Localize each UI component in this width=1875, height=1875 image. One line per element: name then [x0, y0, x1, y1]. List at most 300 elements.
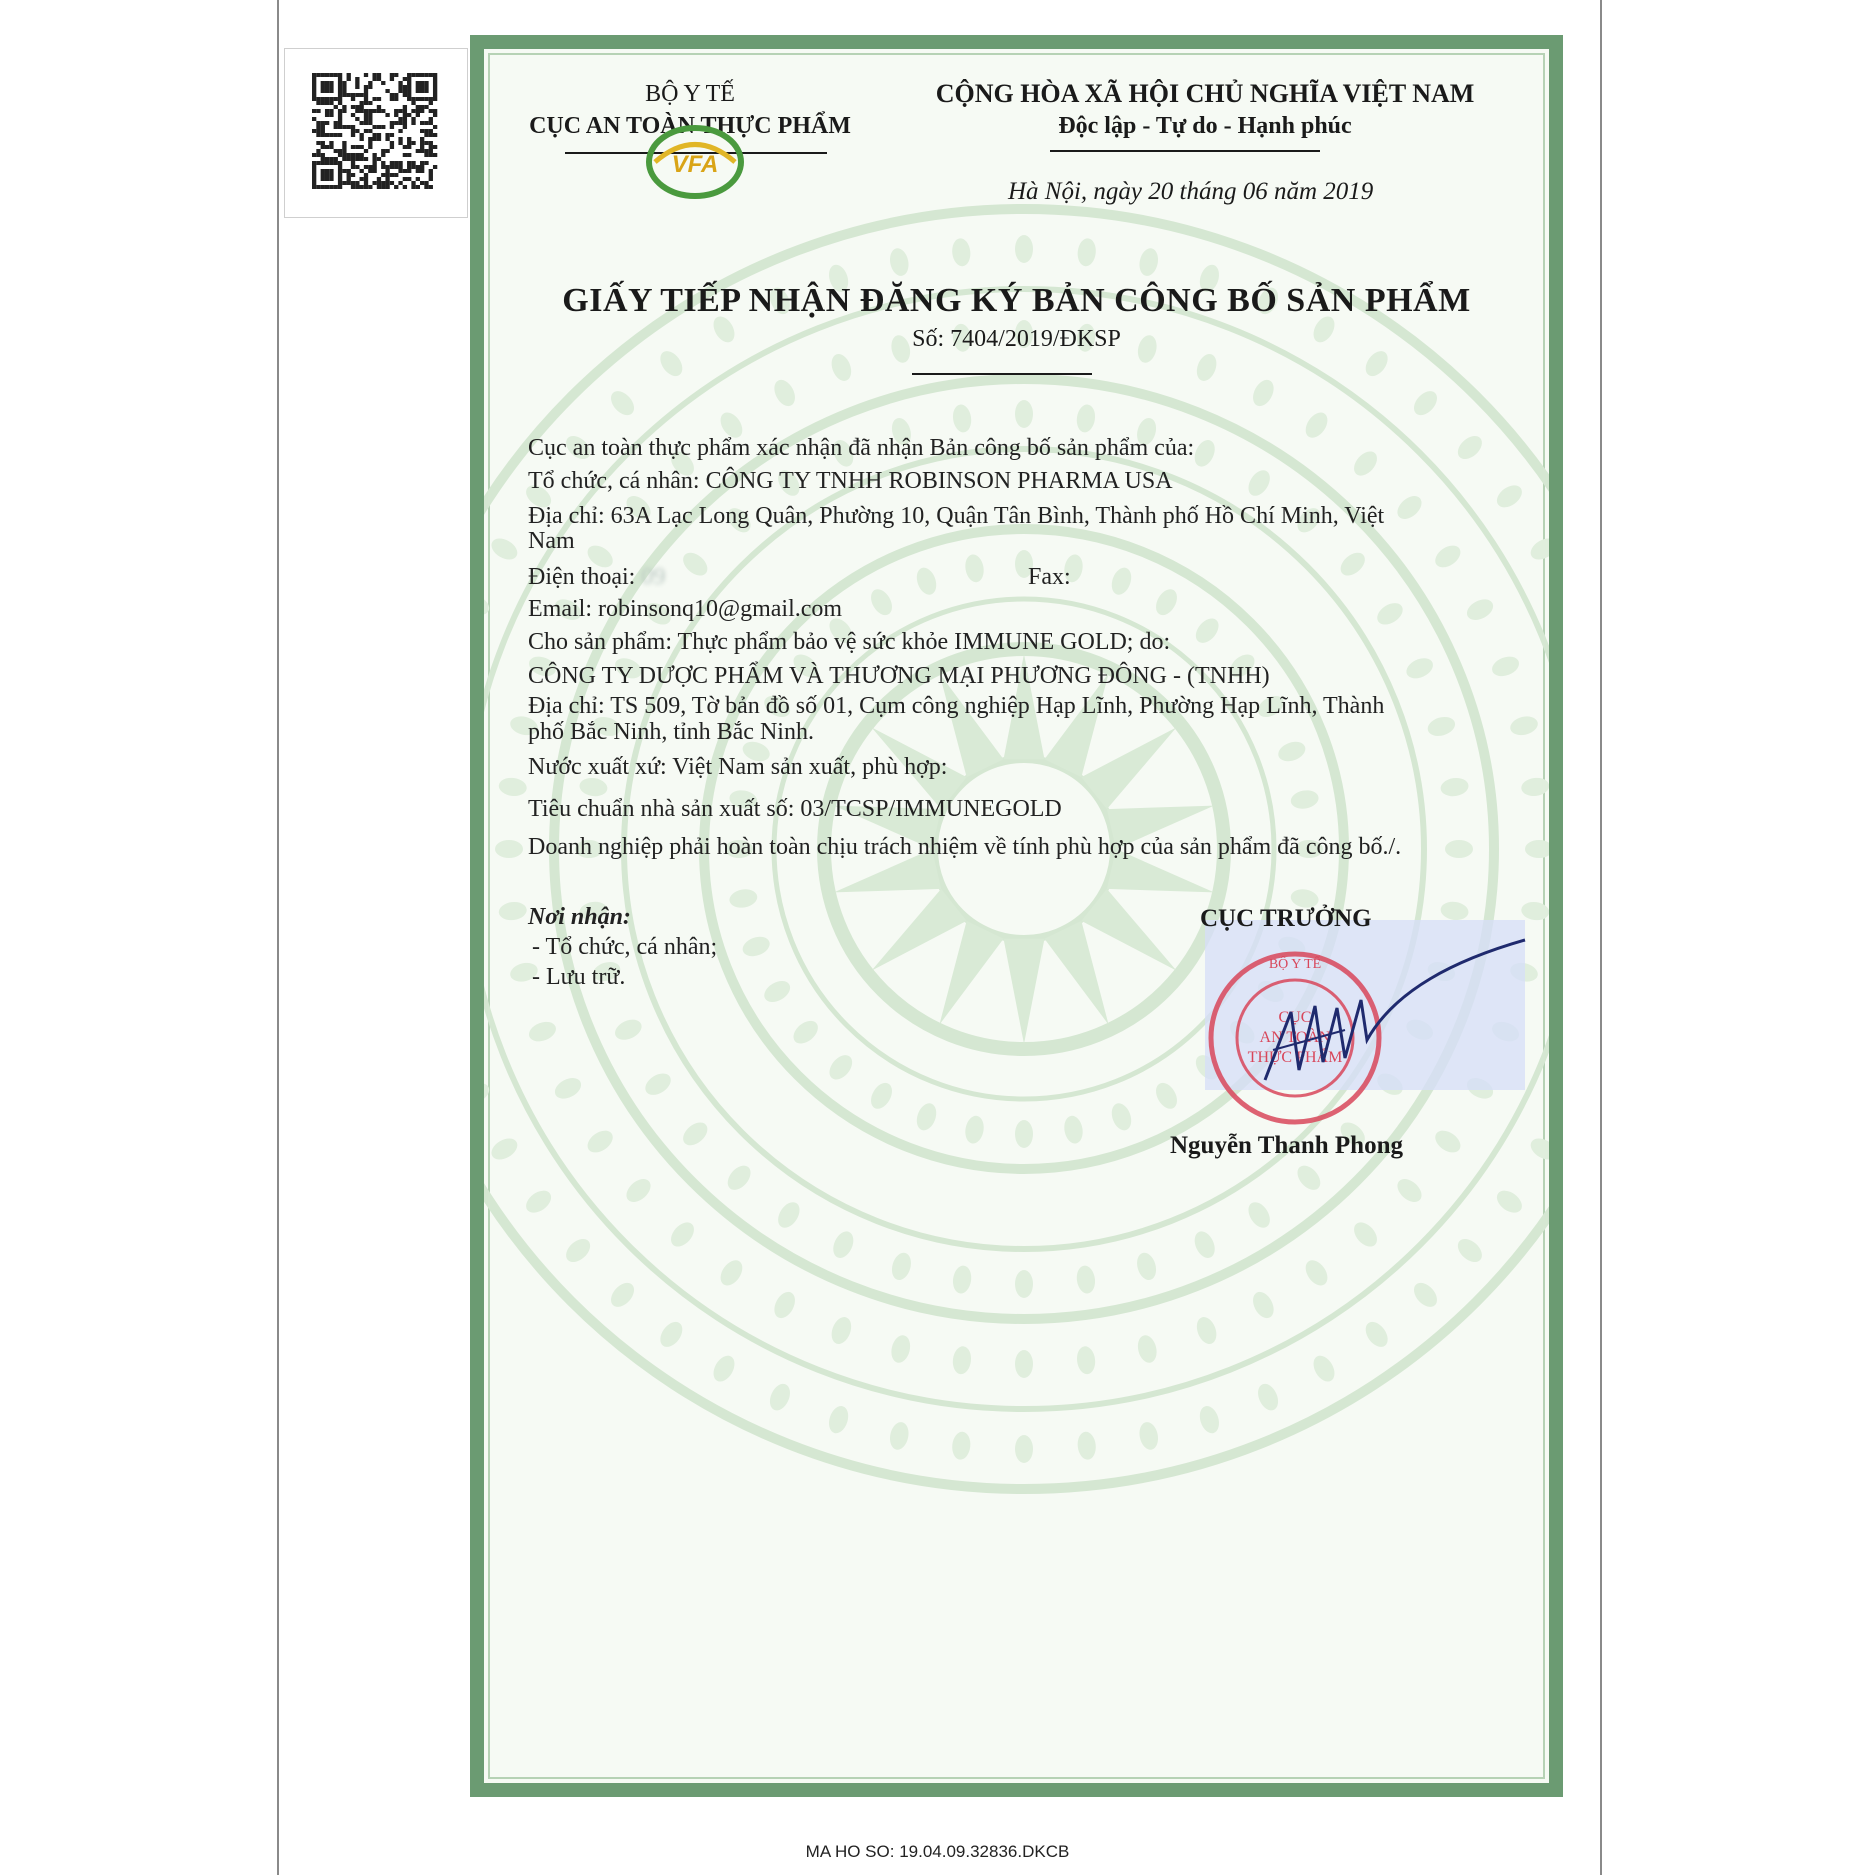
qr-module: [338, 81, 342, 85]
drum-figure: [1431, 541, 1464, 572]
qr-module: [338, 89, 342, 93]
qr-module: [329, 89, 333, 93]
drum-figure: [829, 1228, 857, 1261]
qr-module: [390, 73, 394, 77]
qr-module: [420, 137, 424, 141]
qr-module: [325, 185, 329, 189]
qr-module: [403, 105, 407, 109]
qr-module: [338, 133, 342, 137]
qr-module: [416, 165, 420, 169]
qr-module: [312, 177, 316, 181]
qr-module: [329, 81, 333, 85]
drum-figure: [495, 840, 523, 858]
qr-module: [377, 181, 381, 185]
qr-module: [360, 105, 364, 109]
qr-module: [342, 125, 346, 129]
qr-module: [390, 93, 394, 97]
date-line: Hà Nội, ngày 20 tháng 06 năm 2019: [1008, 178, 1374, 205]
qr-module: [368, 101, 372, 105]
qr-module: [368, 141, 372, 145]
qr-module: [325, 121, 329, 125]
qr-module: [411, 121, 415, 125]
drum-figure: [1015, 235, 1033, 263]
qr-module: [372, 133, 376, 137]
drum-figure: [488, 1134, 521, 1164]
drum-figure: [1015, 1435, 1033, 1463]
qr-module: [364, 177, 368, 181]
qr-module: [377, 133, 381, 137]
qr-module: [420, 89, 424, 93]
qr-module: [329, 85, 333, 89]
qr-module: [342, 85, 346, 89]
qr-module: [312, 165, 316, 169]
qr-module: [351, 181, 355, 185]
fax-label: Fax:: [1028, 564, 1071, 590]
drum-figure: [562, 1234, 595, 1266]
qr-module: [312, 81, 316, 85]
qr-module: [381, 81, 385, 85]
drum-figure: [498, 900, 528, 921]
drum-figure: [1349, 447, 1381, 480]
drum-figure: [728, 887, 759, 910]
qr-module: [316, 125, 320, 129]
drum-figure: [1403, 654, 1436, 682]
qr-module: [407, 169, 411, 173]
qr-module: [372, 137, 376, 141]
phone-line: [528, 564, 665, 590]
qr-module: [325, 157, 329, 161]
drum-figure: [770, 1288, 799, 1321]
qr-module: [312, 97, 316, 101]
qr-module: [316, 161, 320, 165]
qr-module: [394, 113, 398, 117]
drum-figure: [1373, 599, 1406, 629]
qr-module: [355, 77, 359, 81]
drum-figure: [1137, 247, 1160, 278]
qr-module: [390, 161, 394, 165]
qr-module: [316, 109, 320, 113]
qr-module: [424, 181, 428, 185]
drum-figure: [888, 1420, 911, 1451]
qr-module: [338, 149, 342, 153]
qr-module: [372, 125, 376, 129]
qr-module: [360, 153, 364, 157]
drum-figure: [1076, 237, 1097, 267]
qr-module: [351, 133, 355, 137]
drum-figure: [1076, 1431, 1097, 1461]
qr-module: [325, 161, 329, 165]
qr-module: [429, 97, 433, 101]
qr-module: [420, 141, 424, 145]
qr-module: [407, 161, 411, 165]
drum-figure: [951, 1345, 972, 1375]
qr-module: [316, 141, 320, 145]
qr-module: [407, 77, 411, 81]
qr-module: [411, 97, 415, 101]
qr-code-icon: [312, 73, 438, 191]
drum-figure: [1075, 403, 1097, 433]
qr-module: [321, 81, 325, 85]
qr-module: [420, 85, 424, 89]
qr-module: [364, 113, 368, 117]
qr-module: [407, 177, 411, 181]
recipients-label: Nơi nhận:: [528, 904, 631, 930]
qr-module: [420, 149, 424, 153]
qr-module: [381, 149, 385, 153]
qr-module: [329, 185, 333, 189]
qr-module: [381, 153, 385, 157]
drum-figure: [484, 591, 492, 619]
qr-module: [351, 165, 355, 169]
qr-module: [368, 85, 372, 89]
drum-figure: [498, 776, 528, 797]
qr-module: [381, 161, 385, 165]
qr-module: [316, 153, 320, 157]
product-line: Cho sản phẩm: Thực phẩm bảo vệ sức khỏe IMMUNE GOLD; do:: [528, 629, 1171, 655]
qr-module: [420, 181, 424, 185]
qr-module: [377, 177, 381, 181]
qr-module: [351, 105, 355, 109]
address-line-2b: phố Bắc Ninh, tỉnh Bắc Ninh.: [528, 719, 814, 745]
drum-figure: [622, 1174, 655, 1206]
qr-module: [351, 161, 355, 165]
qr-module: [334, 105, 338, 109]
qr-module: [420, 121, 424, 125]
drum-figure: [723, 1161, 755, 1194]
qr-module: [342, 105, 346, 109]
qr-module: [398, 81, 402, 85]
qr-module: [385, 185, 389, 189]
qr-module: [407, 73, 411, 77]
drum-figure: [606, 387, 638, 420]
seal-line: THỰC PHẨM: [1247, 1049, 1343, 1066]
qr-module: [364, 89, 368, 93]
qr-module: [394, 161, 398, 165]
qr-module: [385, 165, 389, 169]
drum-figure: [1015, 1120, 1033, 1148]
qr-module: [407, 113, 411, 117]
qr-module: [364, 117, 368, 121]
qr-module: [420, 145, 424, 149]
qr-module: [429, 133, 433, 137]
qr-module: [398, 137, 402, 141]
qr-module: [351, 93, 355, 97]
qr-module: [316, 129, 320, 133]
qr-module: [429, 169, 433, 173]
qr-module: [424, 141, 428, 145]
drum-figure: [1015, 400, 1033, 428]
qr-module: [338, 181, 342, 185]
manufacturer-line: CÔNG TY DƯỢC PHẨM VÀ THƯƠNG MẠI PHƯƠNG ĐÔNG - (TNHH): [528, 663, 1270, 689]
qr-module: [398, 129, 402, 133]
qr-module: [364, 109, 368, 113]
qr-module: [390, 97, 394, 101]
qr-module: [381, 165, 385, 169]
nation-name: CỘNG HÒA XÃ HỘI CHỦ NGHĨA VIỆT NAM: [935, 79, 1475, 108]
qr-module: [429, 185, 433, 189]
qr-module: [316, 73, 320, 77]
qr-module: [329, 97, 333, 101]
qr-module: [420, 165, 424, 169]
qr-module: [368, 109, 372, 113]
qr-module: [329, 133, 333, 137]
qr-module: [364, 101, 368, 105]
qr-module: [334, 157, 338, 161]
qr-module: [390, 141, 394, 145]
drum-figure: [1254, 1381, 1282, 1414]
qr-module: [385, 173, 389, 177]
qr-module: [424, 121, 428, 125]
qr-module: [364, 85, 368, 89]
qr-module: [342, 81, 346, 85]
address-line-1: Địa chỉ: 63A Lạc Long Quân, Phường 10, Quận Tân Bình, Thành phố Hồ Chí Minh, Việt: [528, 503, 1385, 529]
qr-module: [329, 161, 333, 165]
drum-figure: [913, 565, 939, 597]
drum-figure: [1489, 653, 1522, 680]
qr-module: [411, 161, 415, 165]
qr-module: [416, 149, 420, 153]
recipient-item: - Tổ chức, cá nhân;: [532, 934, 718, 960]
qr-module: [360, 121, 364, 125]
qr-module: [433, 73, 437, 77]
qr-module: [416, 177, 420, 181]
qr-module: [342, 149, 346, 153]
qr-module: [325, 85, 329, 89]
qr-module: [394, 93, 398, 97]
qr-module: [372, 73, 376, 77]
qr-module: [385, 137, 389, 141]
qr-module: [316, 133, 320, 137]
qr-module: [338, 117, 342, 121]
qr-module: [420, 169, 424, 173]
qr-module: [420, 73, 424, 77]
qr-module: [347, 77, 351, 81]
qr-module: [368, 117, 372, 121]
drum-figure: [1493, 1186, 1526, 1217]
qr-module: [390, 125, 394, 129]
drum-figure: [1336, 548, 1369, 580]
qr-module: [372, 77, 376, 81]
qr-module: [420, 129, 424, 133]
address-line-2: Địa chỉ: TS 509, Tờ bản đồ số 01, Cụm công nghiệp Hạp Lĩnh, Phường Hạp Lĩnh, Thành: [528, 693, 1385, 719]
qr-module: [321, 101, 325, 105]
drum-figure: [1197, 1404, 1223, 1436]
drum-figure: [867, 586, 897, 619]
qr-module: [321, 185, 325, 189]
qr-module: [342, 153, 346, 157]
qr-module: [398, 109, 402, 113]
qr-module: [429, 173, 433, 177]
qr-module: [394, 73, 398, 77]
qr-module: [372, 169, 376, 173]
qr-module: [368, 81, 372, 85]
drum-figure: [1015, 1270, 1033, 1298]
drum-figure: [1152, 586, 1182, 619]
qr-module: [433, 153, 437, 157]
qr-module: [325, 97, 329, 101]
drum-figure: [828, 351, 855, 384]
qr-module: [312, 185, 316, 189]
qr-module: [360, 101, 364, 105]
drum-figure: [1134, 1250, 1159, 1282]
qr-module: [416, 185, 420, 189]
qr-module: [321, 141, 325, 145]
qr-module: [355, 109, 359, 113]
qr-module: [338, 113, 342, 117]
qr-module: [364, 121, 368, 125]
qr-module: [403, 177, 407, 181]
qr-module: [360, 157, 364, 161]
qr-module: [338, 85, 342, 89]
drum-figure: [1439, 776, 1469, 798]
qr-module: [368, 185, 372, 189]
qr-module: [403, 109, 407, 113]
qr-module: [321, 89, 325, 93]
qr-module: [407, 141, 411, 145]
drum-star-ray: [1044, 921, 1108, 1025]
qr-module: [420, 81, 424, 85]
qr-module: [385, 89, 389, 93]
qr-module: [394, 173, 398, 177]
qr-module: [351, 153, 355, 157]
qr-module: [360, 93, 364, 97]
signatory-name: Nguyễn Thanh Phong: [1170, 1132, 1403, 1159]
qr-module: [312, 73, 316, 77]
qr-module: [321, 85, 325, 89]
drum-figure: [963, 553, 986, 584]
drum-figure: [963, 1114, 986, 1145]
qr-module: [325, 73, 329, 77]
qr-module: [407, 93, 411, 97]
signatory-role: CỤC TRƯỞNG: [1200, 905, 1372, 932]
drum-figure: [1409, 387, 1441, 420]
qr-module: [338, 173, 342, 177]
qr-module: [424, 97, 428, 101]
qr-module: [329, 169, 333, 173]
qr-module: [385, 181, 389, 185]
qr-module: [381, 181, 385, 185]
qr-module: [325, 177, 329, 181]
drum-figure: [1349, 1218, 1381, 1251]
qr-module: [351, 113, 355, 117]
qr-module: [338, 153, 342, 157]
qr-module: [377, 185, 381, 189]
qr-module: [342, 109, 346, 113]
qr-module: [325, 173, 329, 177]
seal-top-text: BỘ Y TẾ: [1268, 957, 1322, 972]
qr-module: [338, 77, 342, 81]
qr-module: [403, 93, 407, 97]
drum-figure: [951, 403, 973, 433]
qr-module: [416, 89, 420, 93]
drum-figure: [1409, 1278, 1441, 1311]
qr-module: [403, 185, 407, 189]
drum-figure: [1493, 481, 1526, 512]
qr-module: [321, 133, 325, 137]
drum-figure: [551, 1074, 584, 1103]
title-underline: [912, 373, 1092, 375]
qr-module: [407, 97, 411, 101]
qr-module: [342, 157, 346, 161]
qr-module: [407, 89, 411, 93]
drum-figure: [1527, 1134, 1549, 1164]
seal-line: CỤC: [1278, 1009, 1312, 1026]
drum-star-ray: [1004, 939, 1045, 1044]
drum-figure: [522, 1186, 555, 1217]
drum-figure: [1361, 1318, 1392, 1351]
qr-module: [334, 185, 338, 189]
drum-figure: [740, 933, 772, 959]
drum-figure: [1193, 351, 1220, 384]
qr-module: [429, 145, 433, 149]
drum-figure: [1191, 437, 1219, 470]
drum-figure: [1508, 714, 1539, 738]
qr-module: [394, 185, 398, 189]
qr-module: [312, 77, 316, 81]
qr-module: [364, 157, 368, 161]
qr-module: [433, 89, 437, 93]
qr-module: [347, 125, 351, 129]
qr-module: [424, 129, 428, 133]
qr-module: [316, 121, 320, 125]
qr-module: [355, 129, 359, 133]
seal-line: AN TOÀN: [1259, 1029, 1331, 1046]
drum-figure: [1425, 714, 1457, 739]
qr-module: [377, 157, 381, 161]
qr-module: [329, 177, 333, 181]
drum-figure: [1431, 1126, 1464, 1157]
qr-module: [312, 161, 316, 165]
qr-module: [342, 89, 346, 93]
national-motto: Độc lập - Tự do - Hạnh phúc: [1058, 113, 1352, 139]
qr-module: [355, 105, 359, 109]
qr-module: [338, 97, 342, 101]
qr-module: [338, 121, 342, 125]
qr-module: [372, 181, 376, 185]
drum-figure: [1301, 1256, 1332, 1289]
standard-line: Tiêu chuẩn nhà sản xuất số: 03/TCSP/IMMUNEGOLD: [528, 796, 1062, 822]
qr-module: [368, 145, 372, 149]
qr-module: [334, 73, 338, 77]
qr-module: [338, 165, 342, 169]
address-line-1b: Nam: [528, 528, 575, 554]
qr-module: [398, 85, 402, 89]
qr-module: [416, 113, 420, 117]
agency-name: CỤC AN TOÀN THỰC PHẨM: [529, 113, 851, 139]
qr-module: [321, 177, 325, 181]
qr-module: [424, 85, 428, 89]
qr-module: [429, 129, 433, 133]
qr-module: [398, 161, 402, 165]
qr-module: [385, 177, 389, 181]
qr-module: [424, 185, 428, 189]
qr-module: [411, 117, 415, 121]
drum-figure: [766, 1381, 794, 1414]
drum-figure: [1249, 376, 1278, 409]
qr-module: [338, 161, 342, 165]
qr-module: [390, 145, 394, 149]
qr-module: [347, 153, 351, 157]
qr-module: [325, 113, 329, 117]
phone-label: Điện thoại:: [528, 564, 636, 590]
qr-module: [411, 181, 415, 185]
qr-module: [321, 129, 325, 133]
qr-module: [407, 137, 411, 141]
qr-module: [360, 169, 364, 173]
qr-module: [420, 161, 424, 165]
qr-module: [433, 145, 437, 149]
drum-figure: [1301, 409, 1332, 442]
